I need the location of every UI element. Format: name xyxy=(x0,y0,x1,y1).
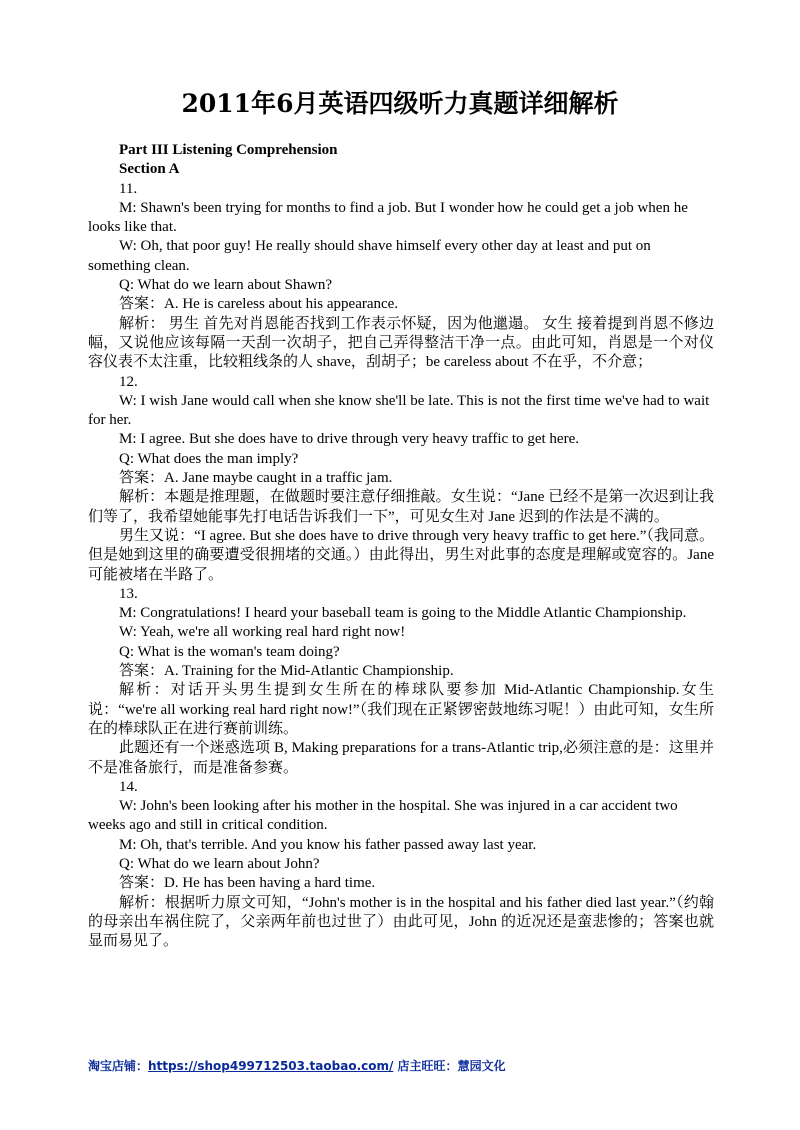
page-footer xyxy=(88,1057,506,1074)
question-number: 13. xyxy=(119,585,138,602)
question-line: Q: What is the woman's team doing? xyxy=(119,643,340,660)
question-number: 12. xyxy=(119,373,138,390)
question-number: 11. xyxy=(119,180,138,197)
dialogue-line: M: I agree. But she does have to drive through very heavy traffic to get here. xyxy=(119,431,579,448)
dialogue-line: W: John's been looking after his mother in the hospital. She was injured in a car accident two weeks ago and still in critical condition. xyxy=(88,798,678,834)
part-heading: Part III Listening Comprehension xyxy=(119,142,338,158)
question-line: Q: What do we learn about Shawn? xyxy=(119,277,332,294)
owner-name: 慧园文化 xyxy=(457,1059,506,1073)
answer-line: 答案：A. Jane maybe caught in a traffic jam. xyxy=(119,470,393,487)
analysis-paragraph: 解析：对话开头男生提到女生所在的棒球队要参加 Mid-Atlantic Championship.女生说：“we're all working real hard right now!”（我们现在正紧锣密鼓地练习呢！）由此可知，女生所在的棒球队正在进行赛前训练。 xyxy=(88,682,714,737)
question-line: Q: What does the man imply? xyxy=(119,450,299,467)
dialogue-line: W: Yeah, we're all working real hard right now! xyxy=(119,624,406,641)
page-title: 2011年6月英语四级听力真题详细解析 xyxy=(181,89,619,118)
dialogue-line: M: Congratulations! I heard your baseball team is going to the Middle Atlantic Championship. xyxy=(119,605,687,622)
dialogue-line: W: I wish Jane would call when she know she'll be late. This is not the first time we've had to wait for her. xyxy=(88,392,710,429)
shop-link[interactable]: https://shop499712503.taobao.com/ xyxy=(148,1059,394,1073)
owner-label: 店主旺旺： xyxy=(393,1059,458,1073)
shop-label: 淘宝店铺： xyxy=(88,1059,149,1073)
answer-line: 答案：A. Training for the Mid-Atlantic Championship. xyxy=(119,663,454,680)
analysis-paragraph: 男生又说：“I agree. But she does have to drive through very heavy traffic to get here.”（我同意。但是她到这里的确要遭受很拥堵的交通。）由此得出，男生对此事的态度是理解或宽容的。Jane 可能被堵在半路了。 xyxy=(88,527,714,583)
dialogue-line: W: Oh, that poor guy! He really should shave himself every other day at least and put on something clean. xyxy=(88,238,651,274)
dialogue-line: M: Oh, that's terrible. And you know his father passed away last year. xyxy=(119,836,537,853)
analysis-paragraph: 解析： 男生 首先对肖恩能否找到工作表示怀疑，因为他邋遢。 女生 接着提到肖恩不修边幅，又说他应该每隔一天刮一次胡子，把自己弄得整洁干净一点。由此可知，肖恩是一个对仪容仪表不太注重，比较粗线条的人 shave，刮胡子；be careless about 不在乎，不介意； xyxy=(88,315,714,371)
dialogue-line: M: Shawn's been trying for months to find a job. But I wonder how he could get a job when he looks like that. xyxy=(88,199,688,236)
answer-line: 答案：D. He has been having a hard time. xyxy=(119,875,376,892)
analysis-paragraph: 解析：根据听力原文可知，“John's mother is in the hospital and his father died last year.”（约翰的母亲出车祸住院了，父亲两年前也过世了）由此可见，John 的近况还是蛮悲惨的；答案也就显而易见了。 xyxy=(88,894,714,950)
question-number: 14. xyxy=(119,778,138,795)
document-body xyxy=(88,141,714,951)
analysis-paragraph: 此题还有一个迷惑选项 B, Making preparations for a trans-Atlantic trip,必须注意的是：这里并不是准备旅行，而是准备参赛。 xyxy=(88,740,714,776)
question-line: Q: What do we learn about John? xyxy=(119,855,320,872)
section-heading: Section A xyxy=(119,161,180,178)
answer-line: 答案：A. He is careless about his appearance. xyxy=(119,296,399,313)
analysis-paragraph: 解析：本题是推理题，在做题时要注意仔细推敲。女生说：“Jane 已经不是第一次迟到让我们等了，我希望她能事先打电话告诉我们一下”，可见女生对 Jane 迟到的作法是不满的。 xyxy=(88,489,714,525)
